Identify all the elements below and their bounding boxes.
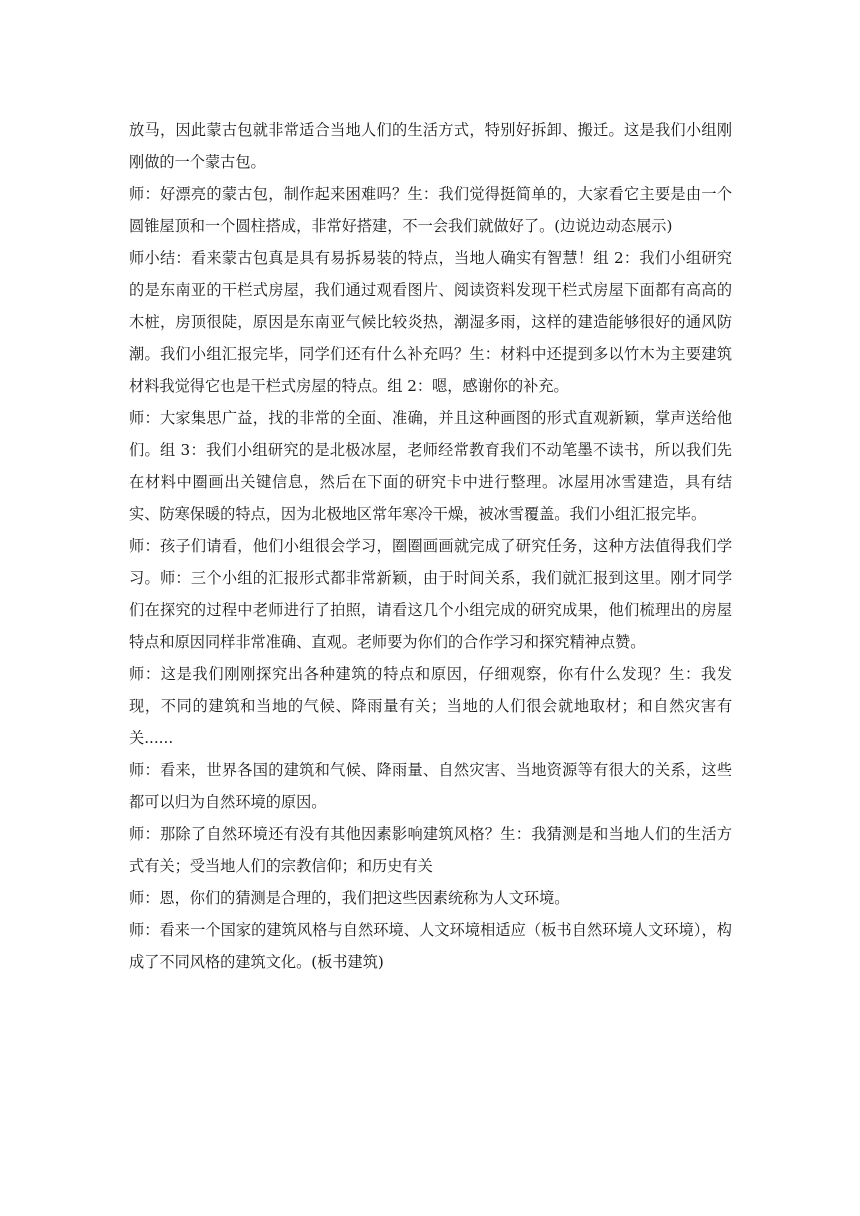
paragraph-4: 师：大家集思广益，找的非常的全面、准确，并且这种画图的形式直观新颖，掌声送给他们。组 3：我们小组研究的是北极冰屋，老师经常教育我们不动笔墨不读书，所以我们先在材料中圈画出关键信息，然后在下面的研究卡中进行整理。冰屋用冰雪建造，具有结实、防寒保暖的特点，因为北极地区常年寒冷干燥，被冰雪覆盖。我们小组汇报完毕。 [129, 409, 732, 523]
paragraph-2: 师：好漂亮的蒙古包，制作起来困难吗？生：我们觉得挺简单的，大家看它主要是由一个圆锥屋顶和一个圆柱搭成，非常好搭建，不一会我们就做好了。(边说边动态展示) [129, 185, 732, 235]
paragraph-1: 放马，因此蒙古包就非常适合当地人们的生活方式，特别好拆卸、搬迁。这是我们小组刚刚做的一个蒙古包。 [129, 121, 732, 171]
paragraph-7: 师：看来，世界各国的建筑和气候、降雨量、自然灾害、当地资源等有很大的关系，这些都可以归为自然环境的原因。 [129, 761, 732, 811]
paragraph-3: 师小结：看来蒙古包真是具有易拆易装的特点，当地人确实有智慧！组 2：我们小组研究的是东南亚的干栏式房屋，我们通过观看图片、阅读资料发现干栏式房屋下面都有高高的木桩，房顶很陡，原因是东南亚气候比较炎热，潮湿多雨，这样的建造能够很好的通风防潮。我们小组汇报完毕，同学们还有什么补充吗？生：材料中还提到多以竹木为主要建筑材料我觉得它也是干栏式房屋的特点。组 2：嗯，感谢你的补充。 [129, 249, 732, 395]
paragraph-5: 师：孩子们请看，他们小组很会学习，圈圈画画就完成了研究任务，这种方法值得我们学习。师：三个小组的汇报形式都非常新颖，由于时间关系，我们就汇报到这里。刚才同学们在探究的过程中老师进行了拍照，请看这几个小组完成的研究成果，他们梳理出的房屋特点和原因同样非常准确、直观。老师要为你们的合作学习和探究精神点赞。 [129, 537, 732, 651]
document-body [129, 114, 732, 978]
paragraph-8: 师：那除了自然环境还有没有其他因素影响建筑风格？生：我猜测是和当地人们的生活方式有关；受当地人们的宗教信仰；和历史有关 [129, 825, 732, 875]
paragraph-9: 师：恩，你们的猜测是合理的，我们把这些因素统称为人文环境。 [129, 889, 570, 907]
paragraph-10: 师：看来一个国家的建筑风格与自然环境、人文环境相适应（板书自然环境人文环境），构成了不同风格的建筑文化。(板书建筑) [129, 921, 732, 971]
paragraph-6: 师：这是我们刚刚探究出各种建筑的特点和原因，仔细观察，你有什么发现？生：我发现，不同的建筑和当地的气候、降雨量有关；当地的人们很会就地取材；和自然灾害有关...... [129, 665, 732, 747]
